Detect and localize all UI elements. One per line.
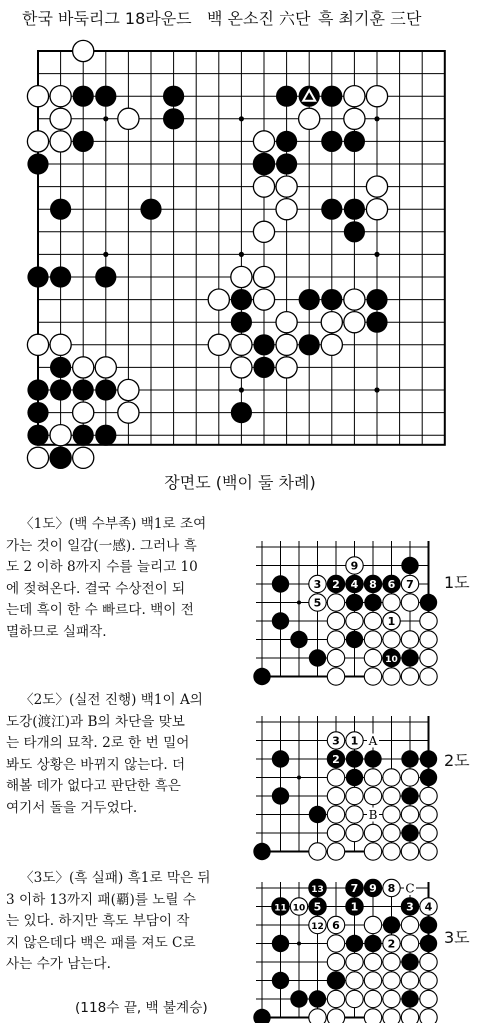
- black-stone: [290, 990, 307, 1007]
- move-number: 1: [350, 900, 359, 914]
- commentary-line: 가는 것이 일감(一感). 그러나 흑: [6, 537, 197, 554]
- commentary-line: 도강(渡江)과 B의 차단을 맞보: [6, 713, 185, 730]
- move-number: 5: [313, 900, 322, 914]
- game-result: (118수 끝, 백 불계승): [75, 1000, 208, 1016]
- white-stone: [364, 953, 381, 970]
- move-number: 3: [406, 900, 414, 914]
- white-stone: [401, 916, 418, 933]
- move-number: 3: [313, 578, 322, 591]
- commentary-line: 3 이하 13까지 패(覇)를 노릴 수: [6, 891, 196, 908]
- commentary-line: 멸하므로 실패작.: [6, 623, 107, 640]
- move-number: 5: [313, 596, 322, 610]
- star-point: [297, 942, 301, 946]
- point-label: C: [405, 881, 415, 896]
- white-stone: [327, 935, 344, 952]
- move-number: 8: [387, 882, 396, 895]
- white-stone: [383, 953, 400, 970]
- black-stone: [309, 990, 326, 1007]
- move-number: 12: [311, 922, 324, 932]
- main-board-caption: 장면도 (백이 둘 차례): [164, 473, 316, 492]
- black-stone: [420, 935, 437, 952]
- commentary-line: 에 젖혀온다. 결국 수상전이 되: [6, 580, 186, 597]
- black-stone: [272, 935, 289, 952]
- move-number: 3: [332, 734, 340, 748]
- white-stone: [401, 935, 418, 952]
- commentary-line: 는데 흑이 한 수 빠르다. 백이 전: [6, 602, 194, 618]
- white-stone: [346, 953, 363, 970]
- diagram-2-label: 2도: [444, 751, 470, 770]
- white-stone: [364, 990, 381, 1007]
- white-stone: [364, 972, 381, 989]
- black-stone: [401, 990, 418, 1007]
- move-number: 1: [350, 734, 359, 748]
- black-stone: [327, 972, 344, 989]
- move-number: 6: [387, 578, 396, 591]
- move-number: 11: [274, 903, 287, 914]
- move-number: 13: [311, 885, 324, 895]
- move-number: 1: [387, 615, 396, 628]
- white-stone: [420, 990, 437, 1007]
- move-number: 2: [332, 578, 340, 591]
- diagram-3-label: 3도: [444, 928, 470, 947]
- move-number: 7: [350, 882, 359, 895]
- black-stone: [272, 972, 289, 989]
- point-label: B: [368, 808, 378, 822]
- white-stone: [327, 953, 344, 970]
- white-stone: [383, 1009, 400, 1023]
- commentary-line: 〈2도〉(실전 진행) 백1이 A의: [20, 692, 203, 708]
- white-stone: [327, 1009, 344, 1023]
- black-stone: [420, 916, 437, 933]
- commentary-line: 도 2 이하 8까지 수를 늘리고 10: [6, 559, 198, 575]
- move-number: 2: [332, 753, 340, 766]
- white-stone: [420, 972, 437, 989]
- move-number: 4: [350, 578, 359, 591]
- white-stone: [401, 972, 418, 989]
- commentary-line: 해볼 데가 없다고 판단한 흑은: [6, 778, 181, 794]
- move-number: 7: [406, 578, 414, 591]
- move-number: 2: [387, 937, 396, 951]
- black-stone: [364, 935, 381, 952]
- white-stone: [346, 990, 363, 1007]
- move-number: 10: [292, 903, 306, 914]
- white-stone: [327, 990, 344, 1007]
- move-number: 10: [385, 655, 398, 665]
- white-stone: [383, 990, 400, 1007]
- commentary-line: 사는 수가 남는다.: [6, 956, 111, 972]
- black-player: 흑 최기훈 三단: [318, 9, 422, 28]
- point-label: A: [368, 734, 378, 748]
- black-stone: [346, 935, 363, 952]
- commentary-line: 봐도 상황은 바뀌지 않는다. 더: [6, 756, 186, 773]
- white-stone: [420, 953, 437, 970]
- white-stone: [401, 1009, 418, 1023]
- black-stone: [383, 916, 400, 933]
- white-stone: [364, 916, 381, 933]
- black-stone: [401, 953, 418, 970]
- white-stone: [383, 972, 400, 989]
- commentary-line: 는 타개의 묘착. 2로 한 번 밀어: [6, 735, 190, 751]
- commentary-line: 〈1도〉(백 수부족) 백1로 조여: [20, 516, 207, 532]
- commentary-line: 〈3도〉(흑 실패) 흑1로 막은 뒤: [20, 870, 211, 886]
- white-stone: [309, 1009, 326, 1023]
- commentary-line: 여기서 돌을 거두었다.: [6, 799, 138, 816]
- white-stone: [420, 1009, 437, 1023]
- move-number: 8: [369, 578, 377, 591]
- white-player: 백 온소진 六단: [207, 9, 311, 28]
- white-stone: [364, 1009, 381, 1023]
- commentary-line: 는 있다. 하지만 흑도 부담이 작: [6, 913, 190, 929]
- diagram-1-label: 1도: [444, 573, 470, 592]
- move-number: 6: [332, 919, 340, 932]
- black-stone: [253, 1009, 270, 1023]
- move-number: 9: [350, 559, 359, 573]
- move-number: 9: [369, 882, 377, 895]
- move-number: 4: [424, 900, 433, 914]
- commentary-line: 지 않은데다 백은 패를 져도 C로: [6, 934, 196, 951]
- white-stone: [346, 972, 363, 989]
- league-title: 한국 바둑리그 18라운드: [22, 9, 192, 28]
